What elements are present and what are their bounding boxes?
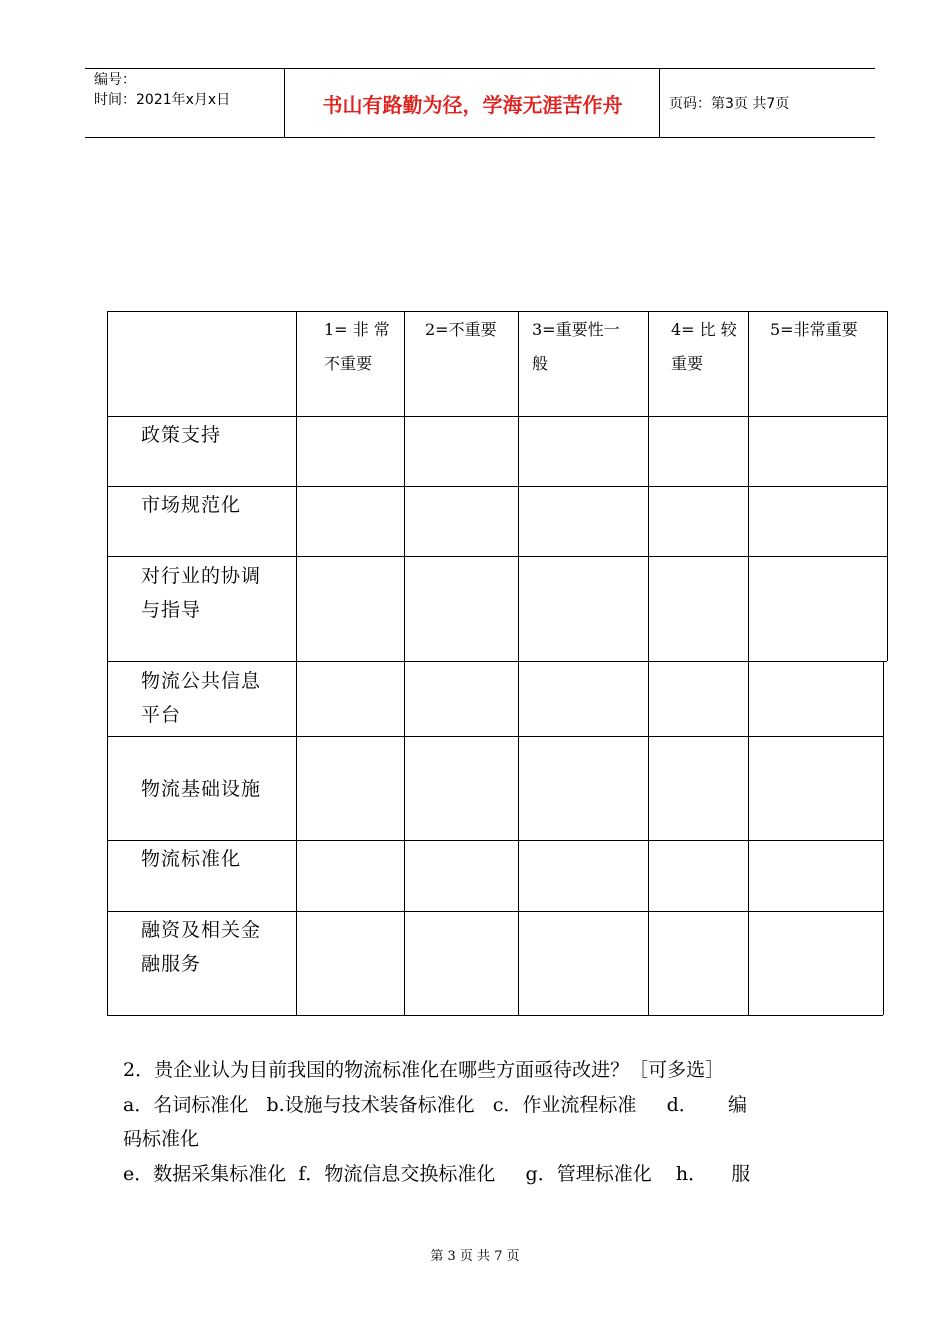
row-header-industry-coordination: 对行业的协调 与指导 [141, 565, 262, 621]
header-page-info-cell [660, 69, 875, 137]
question-options-line-3: e．数据采集标准化 f．物流信息交换标准化 g．管理标准化 h． 服 [123, 1163, 751, 1185]
table-rule [107, 661, 887, 662]
column-header-2: 2=不重要 [425, 320, 497, 339]
column-header-4: 4= 比 较 重要 [671, 320, 737, 373]
header-motto-cell [286, 69, 660, 137]
question-options-line-2: 码标准化 [123, 1128, 200, 1150]
row-header-market-regulation: 市场规范化 [141, 494, 242, 516]
table-rule [107, 416, 887, 417]
table-rule [107, 840, 883, 841]
header-page-info: 页码：第3页 共7页 [669, 96, 790, 112]
row-header-policy-support: 政策支持 [141, 424, 222, 446]
column-header-5: 5=非常重要 [770, 320, 858, 339]
table-rule [107, 486, 887, 487]
page-footer: 第 3 页 共 7 页 [430, 1249, 520, 1264]
table-column-rule [518, 311, 519, 1015]
table-border-left [107, 311, 108, 1015]
table-border-right-lower [883, 661, 884, 1015]
column-header-1: 1= 非 常 不重要 [324, 320, 390, 373]
header-number-label: 编号： [94, 72, 136, 88]
question-title: 2．贵企业认为目前我国的物流标准化在哪些方面亟待改进？［可多选］ [123, 1059, 725, 1081]
header-time-label: 时间：2021年x月x日 [94, 92, 231, 108]
table-column-rule [748, 311, 749, 1015]
header-meta [85, 69, 285, 137]
table-column-rule [648, 311, 649, 1015]
question-options-line-1: a．名词标准化 b.设施与技术装备标准化 c．作业流程标准 d． 编 [123, 1094, 747, 1116]
table-border-bottom [107, 1015, 883, 1016]
row-header-standardization: 物流标准化 [141, 848, 242, 870]
column-header-3: 3=重要性一 般 [532, 320, 620, 373]
table-rule [107, 556, 887, 557]
table-column-rule [296, 311, 297, 1015]
row-header-info-platform: 物流公共信息 平台 [141, 670, 262, 726]
table-column-rule [404, 311, 405, 1015]
table-rule [107, 736, 883, 737]
table-border-top [107, 311, 887, 312]
table-border-right-upper [887, 311, 888, 661]
row-header-financing: 融资及相关金 融服务 [141, 919, 262, 975]
table-rule [107, 911, 883, 912]
row-header-infrastructure: 物流基础设施 [141, 778, 262, 800]
header-motto: 书山有路勤为径，学海无涯苦作舟 [322, 92, 623, 117]
page-header [85, 68, 875, 138]
